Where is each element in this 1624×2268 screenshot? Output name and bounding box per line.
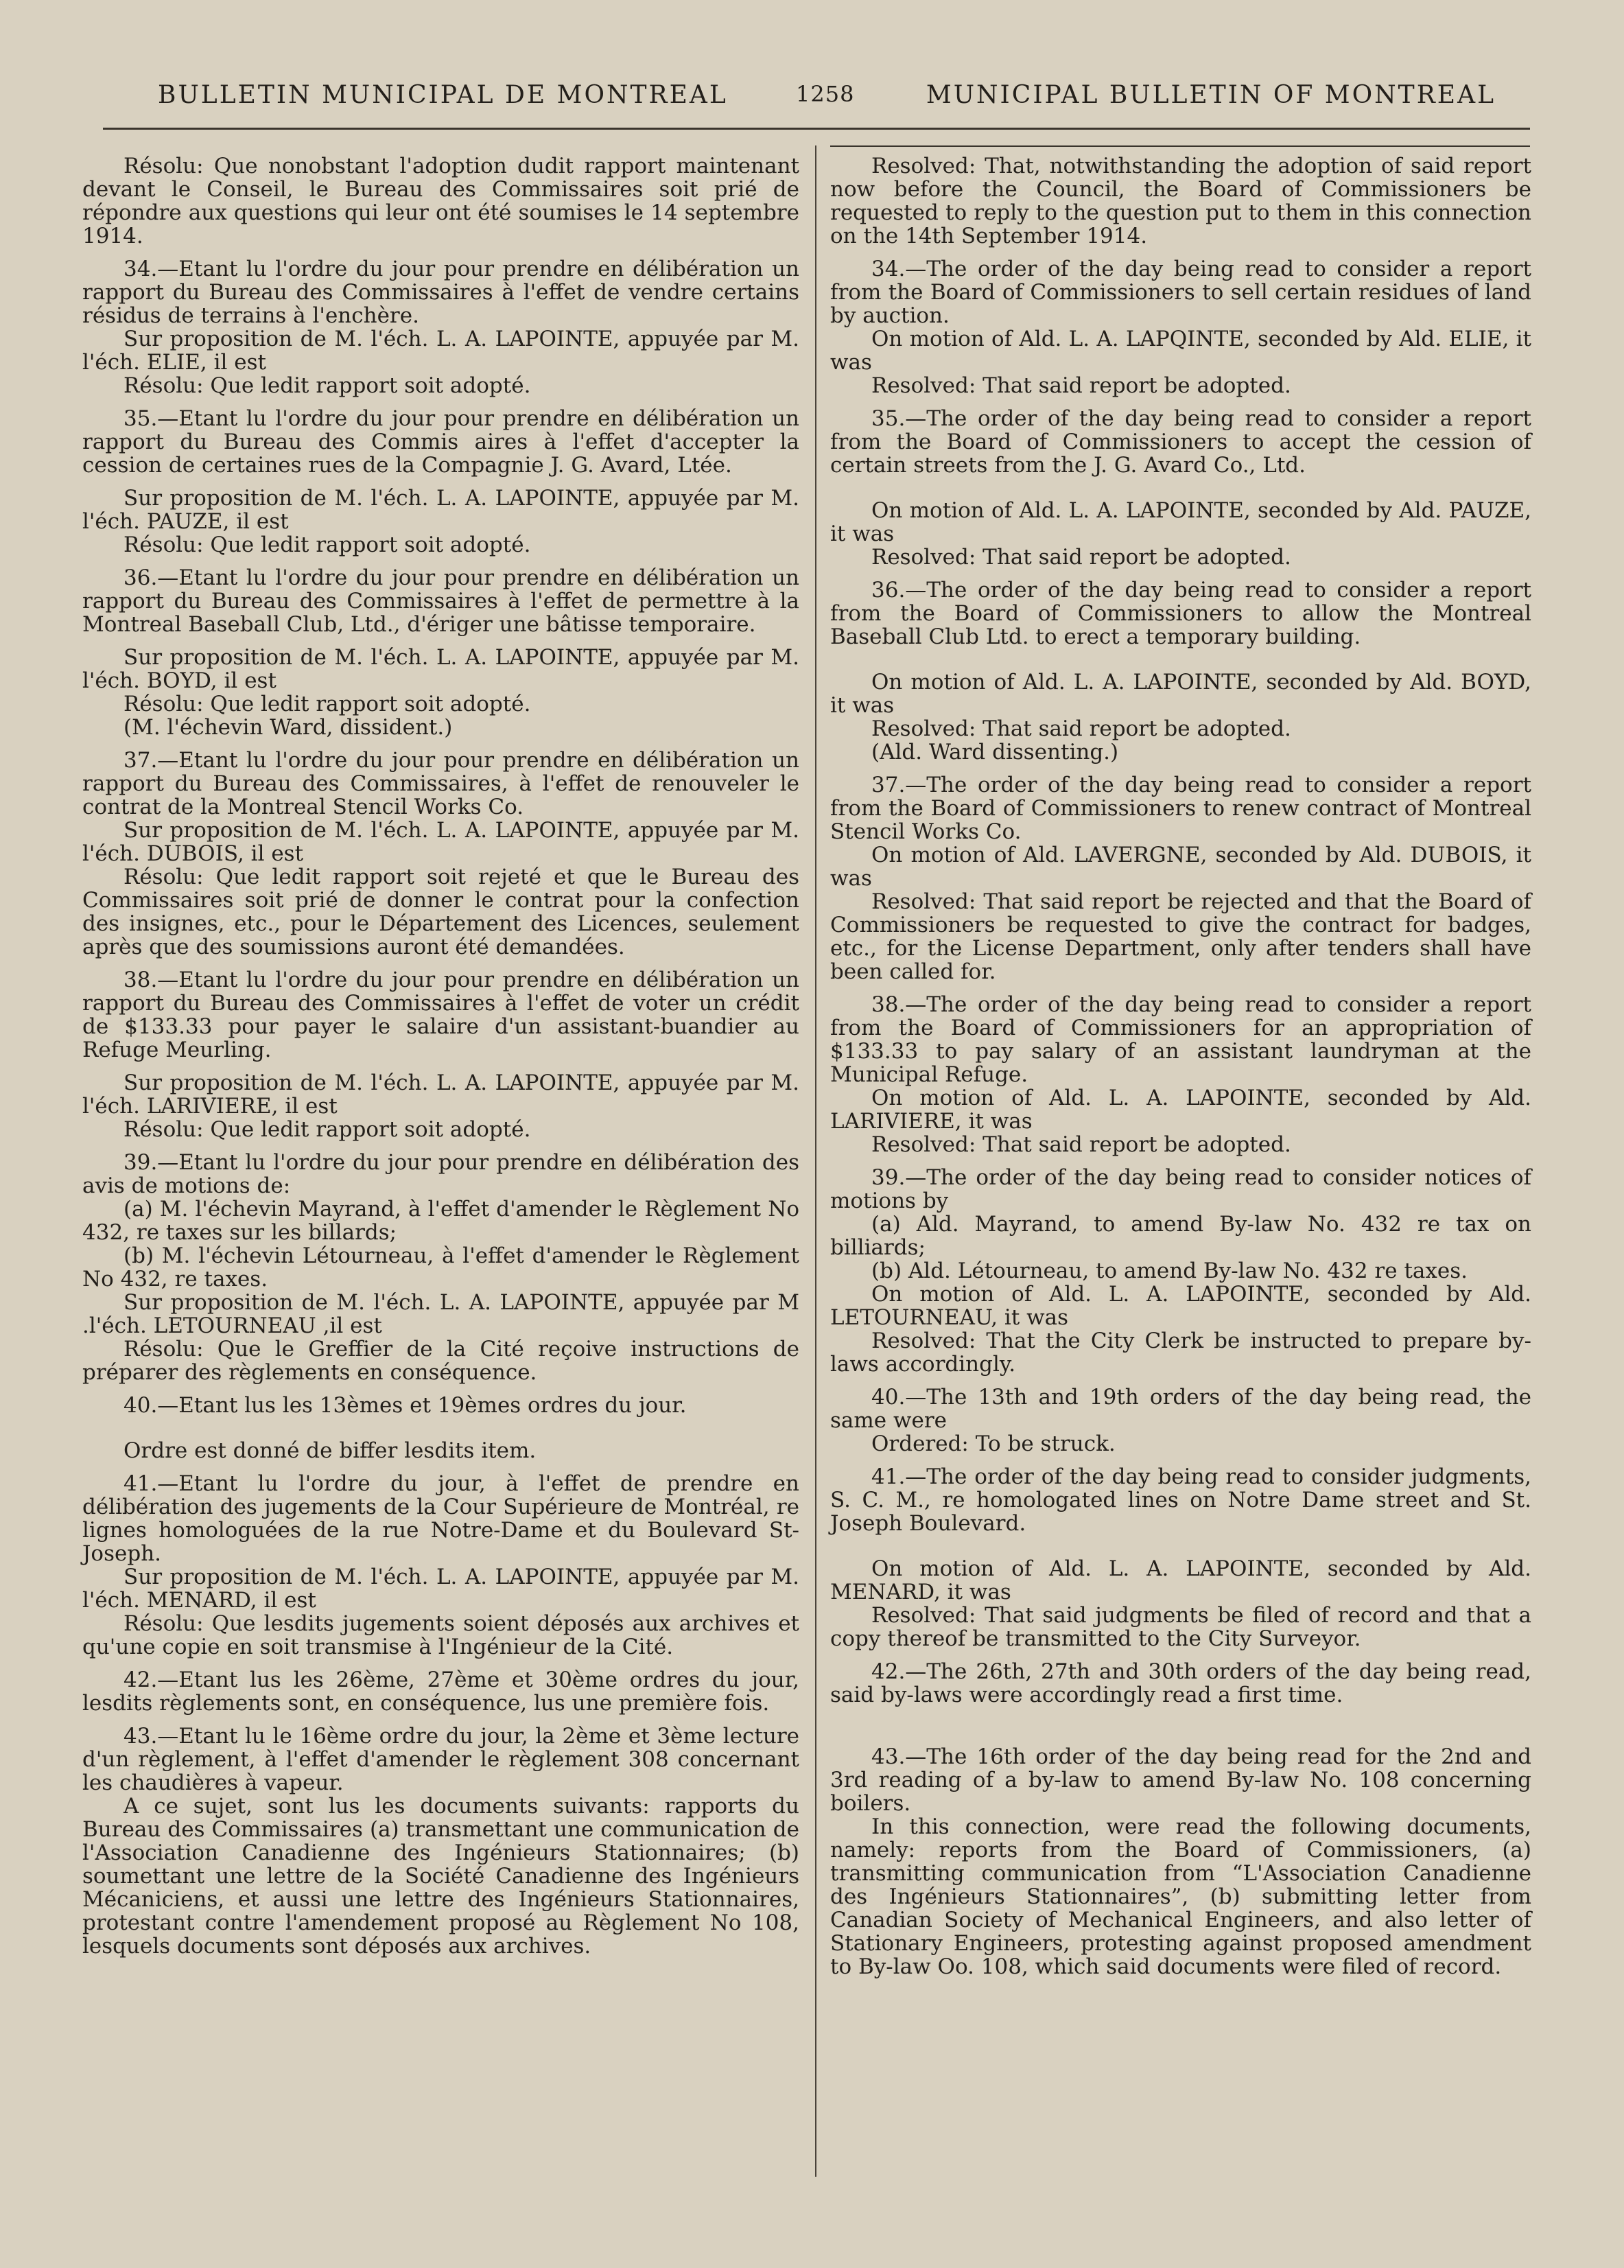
paragraph: Sur proposition de M. l'éch. L. A. LAPOINTE, appuyée par M. l'éch. LARIVIERE, il est — [82, 1071, 799, 1119]
paragraph: Sur proposition de M. l'éch. L. A. LAPOINTE, appuyée par M. l'éch. DUBOIS, il est — [82, 818, 799, 866]
paragraph: 43.—Etant lu le 16ème ordre du jour, la 2ème et 3ème lecture d'un règlement, à l'effet d'amender le règlement 308 concernant les chaudières à vapeur. — [82, 1724, 799, 1795]
paragraph: On motion of Ald. L. A. LAPOINTE, seconded by Ald. LARIVIERE, it was — [830, 1086, 1531, 1134]
paragraph: Résolu: Que nonobstant l'adoption dudit rapport maintenant devant le Conseil, le Bureau des Commissaires soit prié de répondre aux questions qui leur ont été soumises le 14 septembre 1914. — [82, 154, 799, 248]
paragraph: 37.—The order of the day being read to consider a report from the Board of Commissioners to renew contract of Montreal Stencil Works Co. — [830, 773, 1531, 844]
paragraph: 42.—Etant lus les 26ème, 27ème et 30ème ordres du jour, lesdits règlements sont, en conséquence, lus une première fois. — [82, 1668, 799, 1716]
paragraph: Résolu: Que ledit rapport soit adopté. — [123, 533, 531, 557]
paragraph: Resolved: That said report be adopted. — [871, 545, 1291, 570]
paragraph: On motion of Ald. L. A. LAPOINTE, seconded by Ald. LETOURNEAU, it was — [830, 1282, 1531, 1330]
paragraph: 40.—Etant lus les 13èmes et 19èmes ordres du jour. — [123, 1393, 687, 1418]
header-title-english: MUNICIPAL BULLETIN OF MONTREAL — [926, 81, 1496, 109]
paragraph: Resolved: That, notwithstanding the adoption of said report now before the Council, the Board of Commissioners be requested to reply to the question put to them in this connection on the 14th September 1914. — [830, 154, 1531, 248]
paragraph: On motion of Ald. L. A. LAPOINTE, seconded by Ald. PAUZE, it was — [830, 498, 1531, 546]
page-header — [158, 81, 1496, 122]
paragraph: 39.—The order of the day being read to consider notices of motions by — [830, 1165, 1531, 1213]
paragraph: Ordre est donné de biffer lesdits item. — [123, 1438, 537, 1463]
paragraph: On motion of Ald. LAVERGNE, seconded by Ald. DUBOIS, it was — [830, 843, 1531, 891]
paragraph: 35.—The order of the day being read to consider a report from the Board of Commissioners to accept the cession of certain streets from the J. G. Avard Co., Ltd. — [830, 406, 1531, 478]
paragraph: (a) Ald. Mayrand, to amend By-law No. 432 re tax on billiards; — [830, 1212, 1531, 1260]
paragraph: 38.—The order of the day being read to consider a report from the Board of Commissioners for an appropriation of $133.33 to pay salary of an assistant laundryman at the Municipal Refuge. — [830, 992, 1531, 1087]
header-title-french: BULLETIN MUNICIPAL DE MONTREAL — [158, 81, 728, 109]
paragraph: In this connection, were read the following documents, namely: reports from the Board of Commissioners, (a) transmitting communication from “L'Association Canadienne des Ingénieurs Stationnaires”, (b) submitting letter from Canadian Society of Mechanical Engineers, and also letter of Stationary Engineers, protesting against proposed amendment to By-law Oo. 108, which said documents were filed of record. — [830, 1814, 1531, 1979]
french-column — [82, 154, 799, 1958]
paragraph: (b) Ald. Létourneau, to amend By-law No. 432 re taxes. — [871, 1259, 1468, 1283]
paragraph: Sur proposition de M. l'éch. L. A. LAPOINTE, appuyée par M. l'éch. ELIE, il est — [82, 327, 799, 375]
paragraph: Resolved: That said report be adopted. — [871, 716, 1291, 741]
paragraph: 43.—The 16th order of the day being read for the 2nd and 3rd reading of a by-law to amend By-law No. 108 concerning boilers. — [830, 1744, 1531, 1816]
paragraph: Résolu: Que ledit rapport soit adopté. — [123, 692, 531, 716]
paragraph: 35.—Etant lu l'ordre du jour pour prendre en délibération un rapport du Bureau des Commis aires à l'effet d'accepter la cession de certaines rues de la Compagnie J. G. Avard, Ltée. — [82, 406, 799, 478]
paragraph: Résolu: Que ledit rapport soit adopté. — [123, 373, 531, 398]
paragraph: Résolu: Que lesdits jugements soient déposés aux archives et qu'une copie en soit transmise à l'Ingénieur de la Cité. — [82, 1611, 799, 1659]
paragraph: On motion of Ald. L. A. LAPQINTE, seconded by Ald. ELIE, it was — [830, 327, 1531, 375]
header-rule-secondary — [830, 145, 1530, 147]
paragraph: Sur proposition de M. l'éch. L. A. LAPOINTE, appuyée par M .l'éch. LETOURNEAU ,il est — [82, 1290, 799, 1338]
paragraph: 34.—Etant lu l'ordre du jour pour prendre en délibération un rapport du Bureau des Commissaires à l'effet de vendre certains résidus de terrains à l'enchère. — [82, 257, 799, 328]
paragraph: Sur proposition de M. l'éch. L. A. LAPOINTE, appuyée par M. l'éch. MENARD, il est — [82, 1565, 799, 1613]
paragraph: Résolu: Que ledit rapport soit rejeté et que le Bureau des Commissaires soit prié de donner le contrat pour la confection des insignes, etc., pour le Département des Licences, seulement après que des soumissions auront été demandées. — [82, 865, 799, 959]
paragraph: 40.—The 13th and 19th orders of the day being read, the same were — [830, 1385, 1531, 1433]
paragraph: 42.—The 26th, 27th and 30th orders of the day being read, said by-laws were accordingly read a first time. — [830, 1659, 1531, 1707]
paragraph: 34.—The order of the day being read to consider a report from the Board of Commissioners to sell certain residues of land by auction. — [830, 257, 1531, 328]
header-rule — [103, 128, 1530, 130]
paragraph: (M. l'échevin Ward, dissident.) — [123, 715, 453, 740]
paragraph: (Ald. Ward dissenting.) — [871, 740, 1119, 764]
column-divider — [815, 145, 816, 2177]
paragraph: 41.—Etant lu l'ordre du jour, à l'effet de prendre en délibération des jugements de la Cour Supérieure de Montréal, re lignes homologuées de la rue Notre-Dame et du Boulevard St-Joseph. — [82, 1471, 799, 1566]
paragraph: (b) M. l'échevin Létourneau, à l'effet d'amender le Règlement No 432, re taxes. — [82, 1243, 799, 1291]
paragraph: Ordered: To be struck. — [871, 1431, 1116, 1456]
paragraph: Résolu: Que le Greffier de la Cité reçoive instructions de préparer des règlements en conséquence. — [82, 1337, 799, 1385]
paragraph: Resolved: That the City Clerk be instructed to prepare by-laws accordingly. — [830, 1329, 1531, 1377]
paragraph: A ce sujet, sont lus les documents suivants: rapports du Bureau des Commissaires (a) transmettant une communication de l'Association Canadienne des Ingénieurs Stationnaires; (b) soumettant une lettre de la Société Canadienne des Ingénieurs Mécaniciens, et aussi une lettre des Ingénieurs Stationnaires, protestant contre l'amendement proposé au Règlement No 108, lesquels documents sont déposés aux archives. — [82, 1794, 799, 1959]
paragraph: Résolu: Que ledit rapport soit adopté. — [123, 1117, 531, 1142]
paragraph: 36.—Etant lu l'ordre du jour pour prendre en délibération un rapport du Bureau des Commissaires à l'effet de permettre à la Montreal Baseball Club, Ltd., d'ériger une bâtisse temporaire. — [82, 565, 799, 637]
paragraph: 37.—Etant lu l'ordre du jour pour prendre en délibération un rapport du Bureau des Commissaires, à l'effet de renouveler le contrat de la Montreal Stencil Works Co. — [82, 748, 799, 819]
paragraph: Sur proposition de M. l'éch. L. A. LAPOINTE, appuyée par M. l'éch. BOYD, il est — [82, 645, 799, 693]
paragraph: Sur proposition de M. l'éch. L. A. LAPOINTE, appuyée par M. l'éch. PAUZE, il est — [82, 486, 799, 534]
paragraph: 38.—Etant lu l'ordre du jour pour prendre en délibération un rapport du Bureau des Commissaires à l'effet de voter un crédit de $133.33 pour payer le salaire d'un assistant-buandier au Refuge Meurling. — [82, 968, 799, 1062]
paragraph: 39.—Etant lu l'ordre du jour pour prendre en délibération des avis de motions de: — [82, 1150, 799, 1198]
english-column — [830, 154, 1531, 1978]
paragraph: 41.—The order of the day being read to consider judgments, S. C. M., re homologated lines on Notre Dame street and St. Joseph Boulevard. — [830, 1464, 1531, 1536]
paragraph: Resolved: That said report be adopted. — [871, 373, 1291, 398]
paragraph: 36.—The order of the day being read to consider a report from the Board of Commissioners to allow the Montreal Baseball Club Ltd. to erect a temporary building. — [830, 578, 1531, 649]
paragraph: Resolved: That said judgments be filed of record and that a copy thereof be transmitted to the City Surveyor. — [830, 1603, 1531, 1651]
paragraph: (a) M. l'échevin Mayrand, à l'effet d'amender le Règlement No 432, re taxes sur les billards; — [82, 1197, 799, 1245]
paragraph: On motion of Ald. L. A. LAPOINTE, seconded by Ald. MENARD, it was — [830, 1556, 1531, 1604]
page-number: 1258 — [796, 81, 855, 107]
paragraph: Resolved: That said report be rejected and that the Board of Commissioners be requested to give the contract for badges, etc., for the License Department, only after tenders shall have been called for. — [830, 889, 1531, 984]
paragraph: On motion of Ald. L. A. LAPOINTE, seconded by Ald. BOYD, it was — [830, 670, 1531, 718]
paragraph: Resolved: That said report be adopted. — [871, 1132, 1291, 1157]
